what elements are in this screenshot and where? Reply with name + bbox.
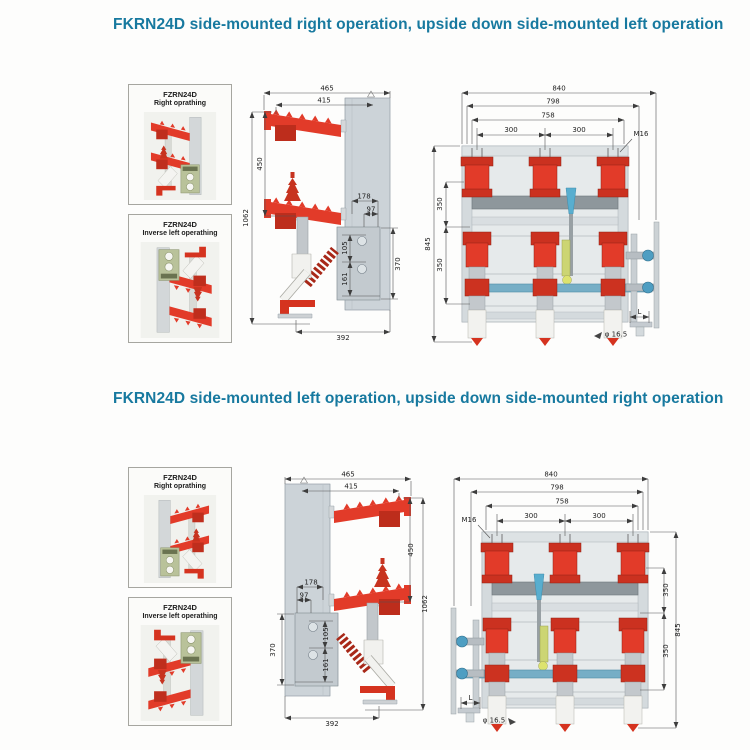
dim-width-mid: 798 xyxy=(550,483,564,492)
panel-model-label: FZRN24D xyxy=(163,90,197,99)
panel-caption-label: Inverse left operathing xyxy=(142,613,218,621)
section-title-left-operation: FKRN24D side-mounted left operation, upside down side-mounted right operation xyxy=(113,390,724,407)
dim-width-overall: 465 xyxy=(341,470,355,479)
hole-diameter-label: φ 16.5 xyxy=(482,716,506,725)
switch-photo-illustration xyxy=(133,242,227,338)
dim-width-overall: 465 xyxy=(320,84,334,93)
panel-caption-label: Right oprathing xyxy=(153,100,207,108)
dim-box-height: 370 xyxy=(394,257,402,271)
dim-offset-shallow: 97 xyxy=(299,591,309,600)
dim-width-mid: 798 xyxy=(546,97,560,106)
front-view-drawing xyxy=(420,84,690,346)
dim-offset-deep: 178 xyxy=(357,192,371,201)
dim-height-upper: 350 xyxy=(662,583,670,597)
dim-height-overall: 1062 xyxy=(242,209,250,227)
panel-model-label: FZRN24D xyxy=(163,602,197,612)
front-view-drawing-mirrored xyxy=(420,470,690,732)
photo-panel-column xyxy=(128,84,232,343)
dim-width-base: 392 xyxy=(325,720,339,728)
dim-height-upper: 450 xyxy=(407,543,415,557)
dim-pitch-right: 300 xyxy=(572,126,586,134)
section-title-right-operation: FKRN24D side-mounted right operation, upside down side-mounted left operation xyxy=(113,16,724,33)
photo-panel-column xyxy=(128,467,232,726)
front-view-machine xyxy=(451,532,649,732)
side-view-machine xyxy=(285,477,411,704)
side-view-machine xyxy=(264,91,390,318)
dim-pitch-right: 300 xyxy=(524,512,538,520)
dim-width-base: 392 xyxy=(336,334,350,342)
dim-hole-top: 105 xyxy=(341,241,349,255)
dim-width-inner: 415 xyxy=(344,482,358,491)
dim-width-overall: 840 xyxy=(544,470,558,479)
side-view-drawing xyxy=(240,84,435,346)
product-photo-card xyxy=(128,467,232,588)
dim-height-upper: 350 xyxy=(436,197,444,211)
product-photo-card xyxy=(128,214,232,343)
hole-diameter-label: φ 16.5 xyxy=(604,330,628,339)
dim-hole-top: 105 xyxy=(322,627,330,641)
dim-width-overall: 840 xyxy=(552,84,566,93)
dim-pitch-left: 300 xyxy=(504,126,518,134)
bolt-size-label: M16 xyxy=(461,516,477,524)
dim-hole-bottom: 161 xyxy=(322,658,330,672)
dim-height-overall: 845 xyxy=(674,623,682,637)
panel-caption-label: Inverse left operathing xyxy=(142,230,218,238)
dim-height-lower: 350 xyxy=(662,644,670,658)
product-photo-card xyxy=(128,84,232,205)
front-view-machine xyxy=(461,146,659,346)
panel-model-label: FZRN24D xyxy=(163,219,197,229)
dim-width-inner: 758 xyxy=(555,497,569,506)
switch-photo-illustration xyxy=(133,495,227,583)
dim-offset-deep: 178 xyxy=(304,578,318,587)
dim-height-upper: 450 xyxy=(256,157,264,171)
dim-width-inner: 758 xyxy=(541,111,555,120)
dim-height-overall: 1062 xyxy=(421,595,429,613)
product-photo-card xyxy=(128,597,232,726)
bolt-size-label: M16 xyxy=(633,130,649,138)
dim-height-lower: 350 xyxy=(436,258,444,272)
side-view-drawing-mirrored xyxy=(240,470,435,732)
dim-foot-label: L xyxy=(637,308,642,316)
dim-offset-shallow: 97 xyxy=(366,205,376,214)
dim-height-overall: 845 xyxy=(424,237,432,251)
dim-pitch-left: 300 xyxy=(592,512,606,520)
switch-photo-illustration xyxy=(133,112,227,200)
dim-hole-bottom: 161 xyxy=(341,272,349,286)
switch-photo-illustration xyxy=(133,625,227,721)
dim-width-inner: 415 xyxy=(317,96,331,105)
panel-model-label: FZRN24D xyxy=(163,473,197,482)
dim-foot-label: L xyxy=(468,694,473,702)
dim-box-height: 370 xyxy=(269,643,277,657)
panel-caption-label: Right oprathing xyxy=(153,483,207,491)
